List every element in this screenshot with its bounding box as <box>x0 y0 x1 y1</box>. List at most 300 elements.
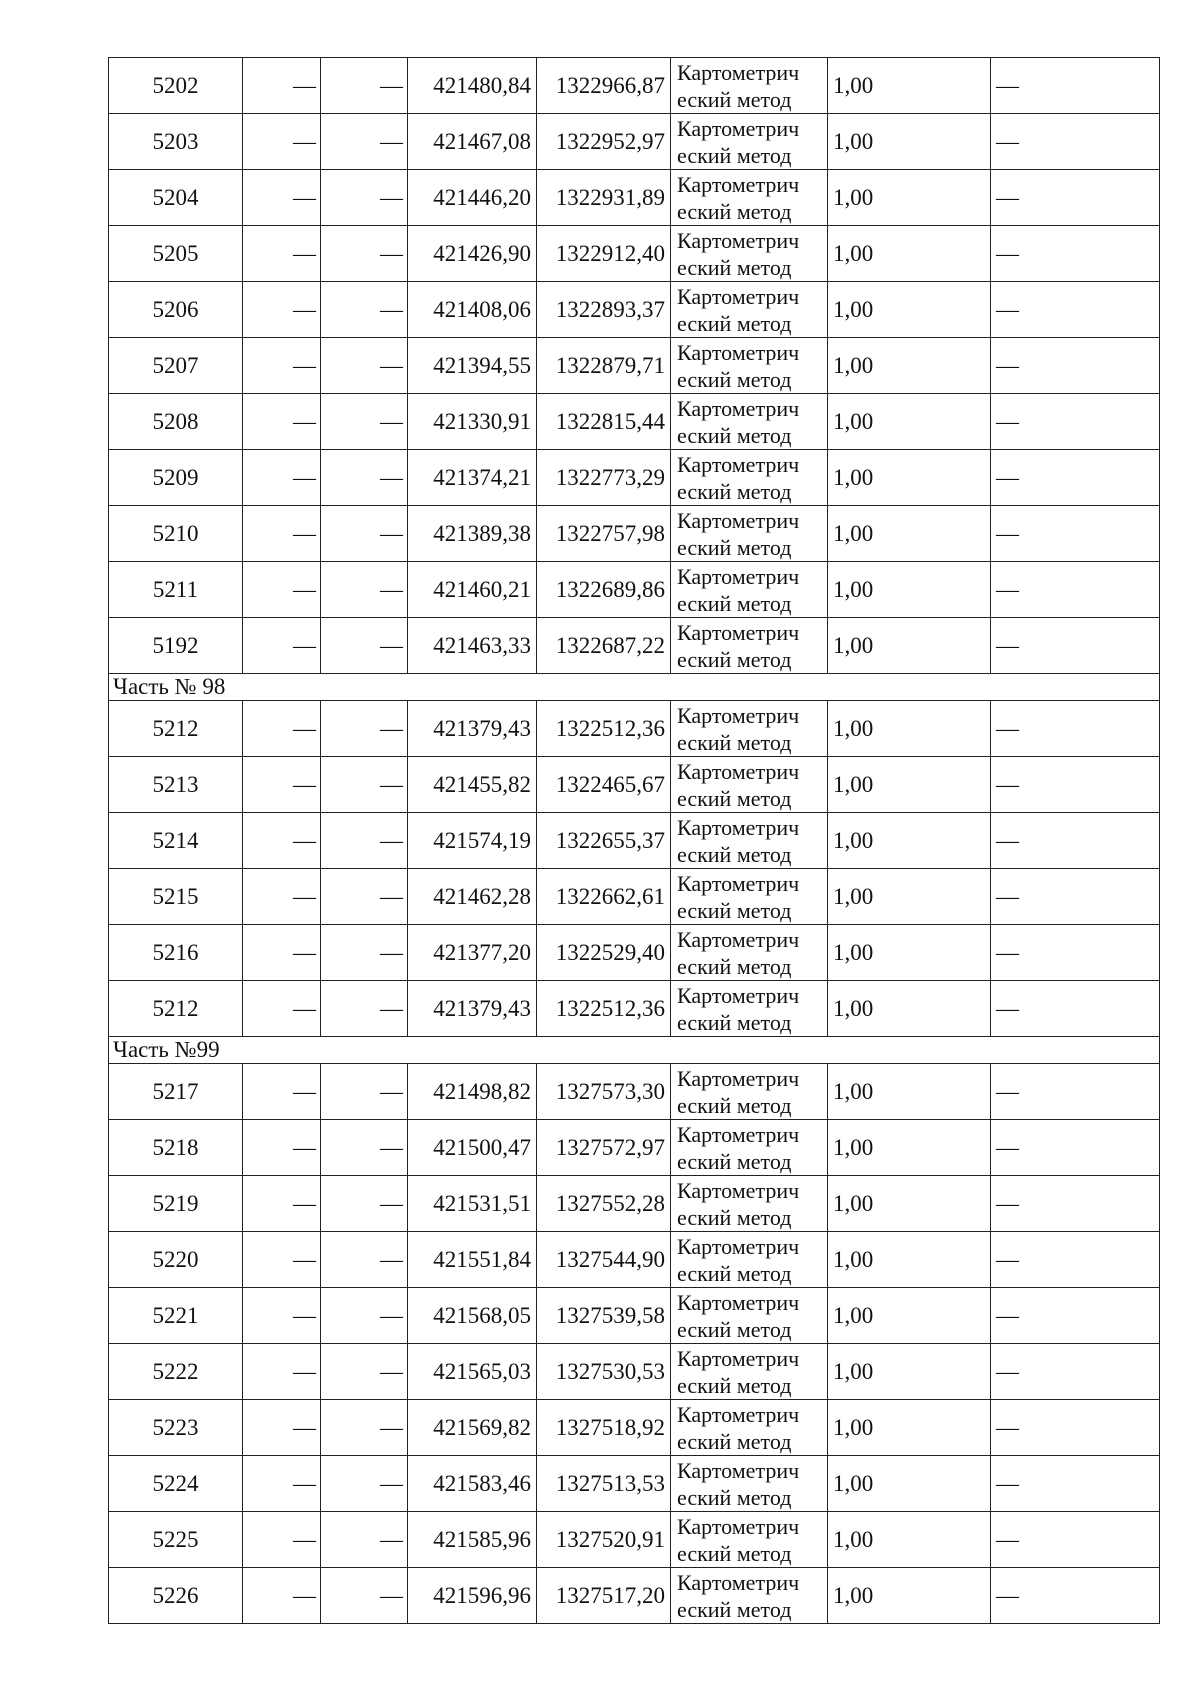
method-text-line-2: еский метод <box>677 1260 792 1286</box>
x-coordinate-cell: 421463,33 <box>408 618 537 674</box>
method-text-line-1: Картометрич <box>677 1569 800 1595</box>
table-row <box>109 114 1160 170</box>
table-row <box>109 282 1160 338</box>
table-row <box>109 506 1160 562</box>
dash-cell: — <box>243 58 321 114</box>
x-coordinate-cell: 421551,84 <box>408 1232 537 1288</box>
x-coordinate-cell: 421596,96 <box>408 1568 537 1624</box>
table-row <box>109 1456 1160 1512</box>
point-number-cell: 5203 <box>109 114 243 170</box>
point-number-cell: 5213 <box>109 757 243 813</box>
dash-cell: — <box>321 394 408 450</box>
point-number-cell: 5214 <box>109 813 243 869</box>
point-number-cell: 5207 <box>109 338 243 394</box>
y-coordinate-cell: 1322815,44 <box>537 394 671 450</box>
method-cell <box>671 114 828 170</box>
dash-cell: — <box>991 618 1160 674</box>
table-row <box>109 226 1160 282</box>
x-coordinate-cell: 421374,21 <box>408 450 537 506</box>
dash-cell: — <box>243 1120 321 1176</box>
dash-cell: — <box>991 1512 1160 1568</box>
accuracy-cell: 1,00 <box>828 1120 991 1176</box>
dash-cell: — <box>321 618 408 674</box>
table-row <box>109 813 1160 869</box>
method-cell <box>671 813 828 869</box>
table-row <box>109 338 1160 394</box>
dash-cell: — <box>321 925 408 981</box>
x-coordinate-cell: 421379,43 <box>408 701 537 757</box>
x-coordinate-cell: 421377,20 <box>408 925 537 981</box>
y-coordinate-cell: 1322966,87 <box>537 58 671 114</box>
method-cell <box>671 1176 828 1232</box>
dash-cell: — <box>243 981 321 1037</box>
method-cell <box>671 170 828 226</box>
dash-cell: — <box>991 450 1160 506</box>
y-coordinate-cell: 1322952,97 <box>537 114 671 170</box>
table-row <box>109 394 1160 450</box>
dash-cell: — <box>243 394 321 450</box>
method-text-line-2: еский метод <box>677 1540 792 1566</box>
accuracy-cell: 1,00 <box>828 450 991 506</box>
dash-cell: — <box>243 1568 321 1624</box>
method-text-line-1: Картометрич <box>677 115 800 141</box>
method-text-line-2: еский метод <box>677 1484 792 1510</box>
method-cell <box>671 562 828 618</box>
x-coordinate-cell: 421389,38 <box>408 506 537 562</box>
method-cell <box>671 1120 828 1176</box>
method-text-line-1: Картометрич <box>677 339 800 365</box>
dash-cell: — <box>243 338 321 394</box>
point-number-cell: 5212 <box>109 981 243 1037</box>
y-coordinate-cell: 1322512,36 <box>537 981 671 1037</box>
method-text-line-2: еский метод <box>677 86 792 112</box>
accuracy-cell: 1,00 <box>828 1400 991 1456</box>
method-cell <box>671 282 828 338</box>
table-row <box>109 869 1160 925</box>
dash-cell: — <box>243 1456 321 1512</box>
table-row <box>109 701 1160 757</box>
table-row <box>109 562 1160 618</box>
method-text-line-1: Картометрич <box>677 814 800 840</box>
method-text-line-2: еский метод <box>677 729 792 755</box>
dash-cell: — <box>243 562 321 618</box>
method-text-line-2: еский метод <box>677 646 792 672</box>
accuracy-cell: 1,00 <box>828 925 991 981</box>
point-number-cell: 5215 <box>109 869 243 925</box>
accuracy-cell: 1,00 <box>828 1176 991 1232</box>
accuracy-cell: 1,00 <box>828 506 991 562</box>
point-number-cell: 5206 <box>109 282 243 338</box>
accuracy-cell: 1,00 <box>828 562 991 618</box>
y-coordinate-cell: 1327573,30 <box>537 1064 671 1120</box>
point-number-cell: 5216 <box>109 925 243 981</box>
dash-cell: — <box>243 1232 321 1288</box>
dash-cell: — <box>991 562 1160 618</box>
dash-cell: — <box>321 869 408 925</box>
dash-cell: — <box>991 114 1160 170</box>
method-text-line-1: Картометрич <box>677 1121 800 1147</box>
dash-cell: — <box>991 1176 1160 1232</box>
method-text-line-2: еский метод <box>677 142 792 168</box>
dash-cell: — <box>321 506 408 562</box>
method-text-line-2: еский метод <box>677 534 792 560</box>
method-text-line-1: Картометрич <box>677 451 800 477</box>
point-number-cell: 5223 <box>109 1400 243 1456</box>
dash-cell: — <box>243 1288 321 1344</box>
dash-cell: — <box>991 1064 1160 1120</box>
method-cell <box>671 394 828 450</box>
method-text-line-2: еский метод <box>677 1204 792 1230</box>
method-cell <box>671 226 828 282</box>
coordinates-document <box>108 57 1160 1624</box>
x-coordinate-cell: 421568,05 <box>408 1288 537 1344</box>
x-coordinate-cell: 421583,46 <box>408 1456 537 1512</box>
y-coordinate-cell: 1322512,36 <box>537 701 671 757</box>
point-number-cell: 5217 <box>109 1064 243 1120</box>
method-text-line-1: Картометрич <box>677 870 800 896</box>
accuracy-cell: 1,00 <box>828 226 991 282</box>
dash-cell: — <box>991 1120 1160 1176</box>
point-number-cell: 5192 <box>109 618 243 674</box>
dash-cell: — <box>321 282 408 338</box>
y-coordinate-cell: 1327517,20 <box>537 1568 671 1624</box>
method-cell <box>671 1512 828 1568</box>
table-row <box>109 1064 1160 1120</box>
accuracy-cell: 1,00 <box>828 1456 991 1512</box>
table-row <box>109 981 1160 1037</box>
method-text-line-2: еский метод <box>677 785 792 811</box>
dash-cell: — <box>243 618 321 674</box>
method-cell <box>671 925 828 981</box>
dash-cell: — <box>321 1120 408 1176</box>
method-cell <box>671 506 828 562</box>
x-coordinate-cell: 421408,06 <box>408 282 537 338</box>
method-text-line-2: еский метод <box>677 366 792 392</box>
table-row <box>109 1288 1160 1344</box>
method-cell <box>671 1400 828 1456</box>
method-text-line-1: Картометрич <box>677 1345 800 1371</box>
method-text-line-1: Картометрич <box>677 1177 800 1203</box>
accuracy-cell: 1,00 <box>828 1232 991 1288</box>
coordinates-table <box>108 57 1160 1624</box>
method-text-line-1: Картометрич <box>677 758 800 784</box>
x-coordinate-cell: 421379,43 <box>408 981 537 1037</box>
point-number-cell: 5218 <box>109 1120 243 1176</box>
dash-cell: — <box>991 981 1160 1037</box>
y-coordinate-cell: 1327539,58 <box>537 1288 671 1344</box>
y-coordinate-cell: 1322773,29 <box>537 450 671 506</box>
method-text-line-2: еский метод <box>677 1009 792 1035</box>
dash-cell: — <box>991 506 1160 562</box>
method-text-line-2: еский метод <box>677 1428 792 1454</box>
dash-cell: — <box>991 925 1160 981</box>
dash-cell: — <box>243 170 321 226</box>
dash-cell: — <box>991 1400 1160 1456</box>
dash-cell: — <box>243 114 321 170</box>
table-row <box>109 757 1160 813</box>
table-row <box>109 58 1160 114</box>
method-text-line-2: еский метод <box>677 590 792 616</box>
accuracy-cell: 1,00 <box>828 981 991 1037</box>
dash-cell: — <box>321 1064 408 1120</box>
dash-cell: — <box>321 1232 408 1288</box>
dash-cell: — <box>991 170 1160 226</box>
accuracy-cell: 1,00 <box>828 1344 991 1400</box>
point-number-cell: 5221 <box>109 1288 243 1344</box>
dash-cell: — <box>321 757 408 813</box>
dash-cell: — <box>243 925 321 981</box>
method-text-line-2: еский метод <box>677 897 792 923</box>
y-coordinate-cell: 1322912,40 <box>537 226 671 282</box>
table-row <box>109 1176 1160 1232</box>
point-number-cell: 5225 <box>109 1512 243 1568</box>
x-coordinate-cell: 421394,55 <box>408 338 537 394</box>
accuracy-cell: 1,00 <box>828 58 991 114</box>
dash-cell: — <box>321 338 408 394</box>
method-text-line-2: еский метод <box>677 953 792 979</box>
y-coordinate-cell: 1322529,40 <box>537 925 671 981</box>
x-coordinate-cell: 421565,03 <box>408 1344 537 1400</box>
method-cell <box>671 1232 828 1288</box>
method-cell <box>671 1064 828 1120</box>
dash-cell: — <box>243 450 321 506</box>
dash-cell: — <box>991 282 1160 338</box>
dash-cell: — <box>321 58 408 114</box>
y-coordinate-cell: 1327513,53 <box>537 1456 671 1512</box>
method-text-line-2: еский метод <box>677 422 792 448</box>
method-text-line-2: еский метод <box>677 254 792 280</box>
dash-cell: — <box>321 1344 408 1400</box>
dash-cell: — <box>991 1568 1160 1624</box>
point-number-cell: 5211 <box>109 562 243 618</box>
method-text-line-1: Картометрич <box>677 1065 800 1091</box>
method-cell <box>671 1456 828 1512</box>
method-text-line-2: еский метод <box>677 1372 792 1398</box>
method-text-line-2: еский метод <box>677 1316 792 1342</box>
y-coordinate-cell: 1322893,37 <box>537 282 671 338</box>
y-coordinate-cell: 1322465,67 <box>537 757 671 813</box>
method-text-line-1: Картометрич <box>677 1401 800 1427</box>
dash-cell: — <box>991 338 1160 394</box>
dash-cell: — <box>321 1568 408 1624</box>
dash-cell: — <box>321 1176 408 1232</box>
accuracy-cell: 1,00 <box>828 282 991 338</box>
table-row <box>109 1568 1160 1624</box>
y-coordinate-cell: 1322687,22 <box>537 618 671 674</box>
dash-cell: — <box>321 813 408 869</box>
method-text-line-1: Картометрич <box>677 507 800 533</box>
y-coordinate-cell: 1327544,90 <box>537 1232 671 1288</box>
method-text-line-1: Картометрич <box>677 59 800 85</box>
method-text-line-1: Картометрич <box>677 171 800 197</box>
dash-cell: — <box>991 1456 1160 1512</box>
y-coordinate-cell: 1327518,92 <box>537 1400 671 1456</box>
dash-cell: — <box>321 1288 408 1344</box>
x-coordinate-cell: 421569,82 <box>408 1400 537 1456</box>
method-cell <box>671 869 828 925</box>
x-coordinate-cell: 421480,84 <box>408 58 537 114</box>
accuracy-cell: 1,00 <box>828 394 991 450</box>
method-cell <box>671 58 828 114</box>
dash-cell: — <box>991 813 1160 869</box>
dash-cell: — <box>243 506 321 562</box>
x-coordinate-cell: 421531,51 <box>408 1176 537 1232</box>
accuracy-cell: 1,00 <box>828 869 991 925</box>
point-number-cell: 5224 <box>109 1456 243 1512</box>
method-cell <box>671 338 828 394</box>
method-text-line-1: Картометрич <box>677 1513 800 1539</box>
accuracy-cell: 1,00 <box>828 1064 991 1120</box>
x-coordinate-cell: 421460,21 <box>408 562 537 618</box>
dash-cell: — <box>321 450 408 506</box>
x-coordinate-cell: 421500,47 <box>408 1120 537 1176</box>
x-coordinate-cell: 421455,82 <box>408 757 537 813</box>
table-row <box>109 618 1160 674</box>
accuracy-cell: 1,00 <box>828 1512 991 1568</box>
method-text-line-2: еский метод <box>677 478 792 504</box>
accuracy-cell: 1,00 <box>828 1568 991 1624</box>
method-cell <box>671 618 828 674</box>
y-coordinate-cell: 1327530,53 <box>537 1344 671 1400</box>
method-text-line-2: еский метод <box>677 1148 792 1174</box>
table-row <box>109 1400 1160 1456</box>
x-coordinate-cell: 421574,19 <box>408 813 537 869</box>
dash-cell: — <box>243 226 321 282</box>
y-coordinate-cell: 1322757,98 <box>537 506 671 562</box>
table-row <box>109 1344 1160 1400</box>
part-header-row <box>109 674 1160 701</box>
dash-cell: — <box>321 114 408 170</box>
point-number-cell: 5219 <box>109 1176 243 1232</box>
method-cell <box>671 450 828 506</box>
dash-cell: — <box>243 1400 321 1456</box>
method-text-line-1: Картометрич <box>677 227 800 253</box>
dash-cell: — <box>991 701 1160 757</box>
point-number-cell: 5208 <box>109 394 243 450</box>
dash-cell: — <box>991 226 1160 282</box>
part-label: Часть № 98 <box>109 674 1160 701</box>
method-text-line-1: Картометрич <box>677 982 800 1008</box>
dash-cell: — <box>321 1512 408 1568</box>
point-number-cell: 5222 <box>109 1344 243 1400</box>
method-text-line-1: Картометрич <box>677 1233 800 1259</box>
point-number-cell: 5220 <box>109 1232 243 1288</box>
point-number-cell: 5202 <box>109 58 243 114</box>
accuracy-cell: 1,00 <box>828 170 991 226</box>
dash-cell: — <box>321 701 408 757</box>
dash-cell: — <box>243 1176 321 1232</box>
dash-cell: — <box>991 869 1160 925</box>
dash-cell: — <box>991 58 1160 114</box>
method-cell <box>671 1288 828 1344</box>
method-text-line-1: Картометрич <box>677 283 800 309</box>
method-text-line-1: Картометрич <box>677 563 800 589</box>
dash-cell: — <box>991 757 1160 813</box>
method-text-line-2: еский метод <box>677 310 792 336</box>
method-text-line-2: еский метод <box>677 1596 792 1622</box>
dash-cell: — <box>991 394 1160 450</box>
method-text-line-1: Картометрич <box>677 1289 800 1315</box>
accuracy-cell: 1,00 <box>828 701 991 757</box>
part-header-row <box>109 1037 1160 1064</box>
table-row <box>109 1120 1160 1176</box>
dash-cell: — <box>321 1400 408 1456</box>
dash-cell: — <box>243 282 321 338</box>
x-coordinate-cell: 421585,96 <box>408 1512 537 1568</box>
x-coordinate-cell: 421498,82 <box>408 1064 537 1120</box>
accuracy-cell: 1,00 <box>828 338 991 394</box>
point-number-cell: 5210 <box>109 506 243 562</box>
table-row <box>109 170 1160 226</box>
accuracy-cell: 1,00 <box>828 114 991 170</box>
method-cell <box>671 1344 828 1400</box>
method-text-line-1: Картометрич <box>677 619 800 645</box>
dash-cell: — <box>321 226 408 282</box>
dash-cell: — <box>243 1064 321 1120</box>
dash-cell: — <box>321 1456 408 1512</box>
method-cell <box>671 701 828 757</box>
y-coordinate-cell: 1322879,71 <box>537 338 671 394</box>
point-number-cell: 5204 <box>109 170 243 226</box>
method-text-line-1: Картометрич <box>677 702 800 728</box>
method-cell <box>671 981 828 1037</box>
dash-cell: — <box>243 869 321 925</box>
accuracy-cell: 1,00 <box>828 1288 991 1344</box>
dash-cell: — <box>321 562 408 618</box>
dash-cell: — <box>991 1288 1160 1344</box>
x-coordinate-cell: 421426,90 <box>408 226 537 282</box>
y-coordinate-cell: 1327520,91 <box>537 1512 671 1568</box>
y-coordinate-cell: 1322931,89 <box>537 170 671 226</box>
dash-cell: — <box>991 1344 1160 1400</box>
method-text-line-1: Картометрич <box>677 395 800 421</box>
dash-cell: — <box>243 813 321 869</box>
method-text-line-1: Картометрич <box>677 926 800 952</box>
accuracy-cell: 1,00 <box>828 813 991 869</box>
method-text-line-1: Картометрич <box>677 1457 800 1483</box>
point-number-cell: 5205 <box>109 226 243 282</box>
point-number-cell: 5209 <box>109 450 243 506</box>
part-label: Часть №99 <box>109 1037 1160 1064</box>
y-coordinate-cell: 1322689,86 <box>537 562 671 618</box>
dash-cell: — <box>243 1512 321 1568</box>
method-cell <box>671 1568 828 1624</box>
table-row <box>109 1512 1160 1568</box>
dash-cell: — <box>243 701 321 757</box>
method-cell <box>671 757 828 813</box>
y-coordinate-cell: 1322662,61 <box>537 869 671 925</box>
point-number-cell: 5212 <box>109 701 243 757</box>
dash-cell: — <box>243 1344 321 1400</box>
x-coordinate-cell: 421462,28 <box>408 869 537 925</box>
x-coordinate-cell: 421446,20 <box>408 170 537 226</box>
point-number-cell: 5226 <box>109 1568 243 1624</box>
accuracy-cell: 1,00 <box>828 757 991 813</box>
dash-cell: — <box>243 757 321 813</box>
method-text-line-2: еский метод <box>677 841 792 867</box>
y-coordinate-cell: 1327572,97 <box>537 1120 671 1176</box>
dash-cell: — <box>321 170 408 226</box>
method-text-line-2: еский метод <box>677 198 792 224</box>
table-row <box>109 450 1160 506</box>
table-row <box>109 925 1160 981</box>
x-coordinate-cell: 421330,91 <box>408 394 537 450</box>
dash-cell: — <box>991 1232 1160 1288</box>
method-text-line-2: еский метод <box>677 1092 792 1118</box>
x-coordinate-cell: 421467,08 <box>408 114 537 170</box>
table-row <box>109 1232 1160 1288</box>
y-coordinate-cell: 1327552,28 <box>537 1176 671 1232</box>
